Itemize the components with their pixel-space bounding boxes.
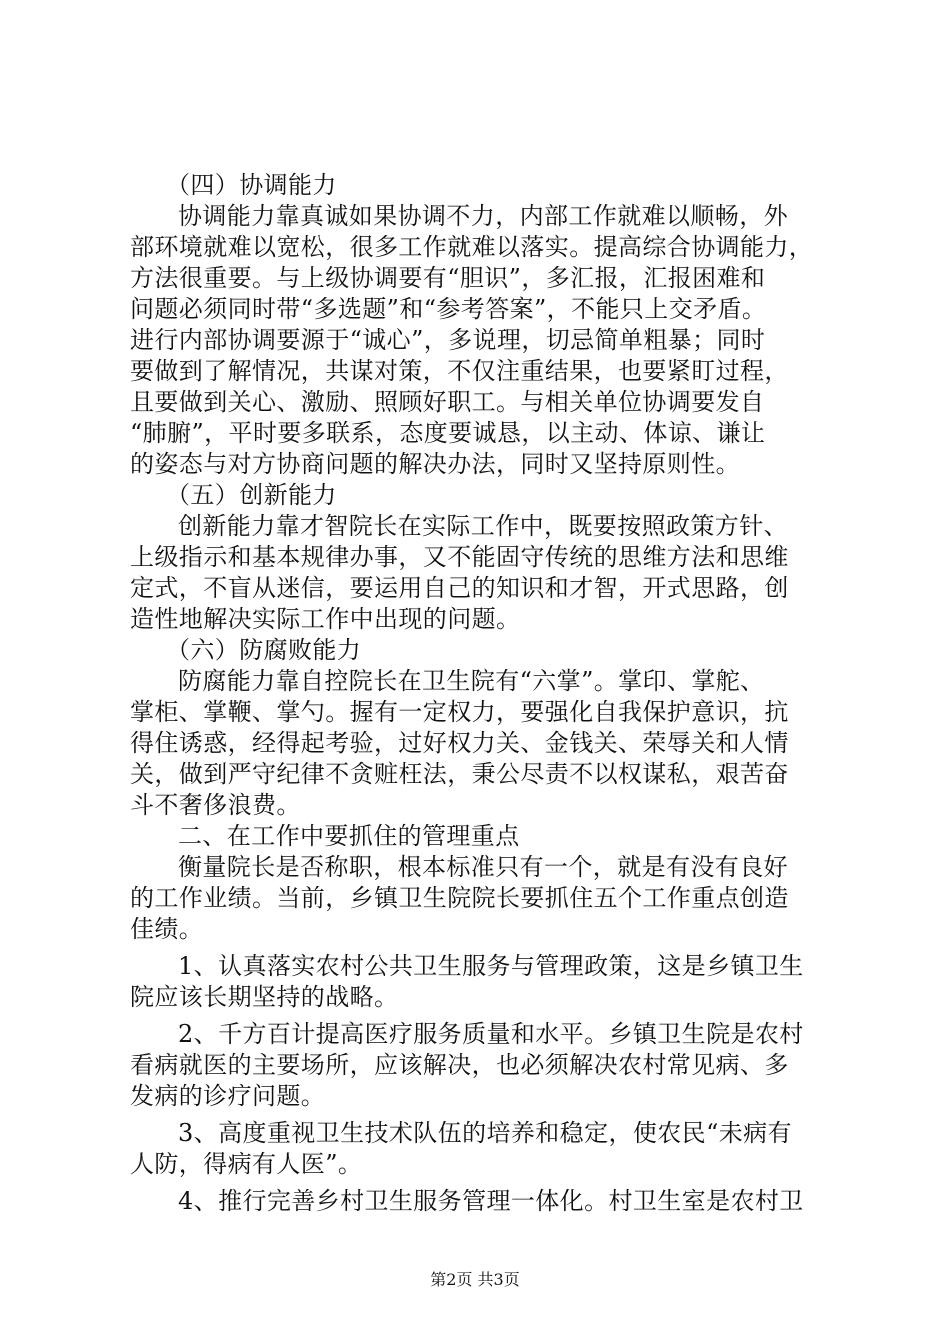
text-line: 佳绩。 bbox=[130, 915, 204, 943]
text-line: “肺腑”，平时要多联系，态度要诚恳，以主动、体谅、谦让 bbox=[130, 419, 766, 447]
text-line: 方法很重要。与上级协调要有“胆识”，多汇报，汇报困难和 bbox=[130, 264, 766, 292]
text-line: 3、高度重视卫生技术队伍的培养和稳定，使农民“未病有 bbox=[178, 1119, 792, 1147]
text-line: 问题必须同时带“多选题”和“参考答案”，不能只上交矛盾。 bbox=[130, 295, 767, 323]
page-footer: 第2页 共3页 bbox=[430, 1270, 520, 1289]
text-line: 二、在工作中要抓住的管理重点 bbox=[178, 822, 520, 850]
text-line: 人防，得病有人医”。 bbox=[130, 1150, 363, 1178]
text-line: 发病的诊疗问题。 bbox=[130, 1082, 326, 1110]
text-line: 关，做到严守纪律不贪赃枉法，秉公尽责不以权谋私，艰苦奋 bbox=[130, 760, 789, 788]
text-line: 院应该长期坚持的战略。 bbox=[130, 983, 399, 1011]
text-line: 看病就医的主要场所，应该解决，也必须解决农村常见病、多 bbox=[130, 1051, 789, 1079]
section-heading: （六）防腐败能力 bbox=[166, 636, 362, 664]
text-line: 创新能力靠才智院长在实际工作中，既要按照政策方针、 bbox=[178, 512, 788, 540]
text-line: 定式，不盲从迷信，要运用自己的知识和才智，开式思路，创 bbox=[130, 574, 789, 602]
text-line: 上级指示和基本规律办事，又不能固守传统的思维方法和思维 bbox=[130, 543, 789, 571]
text-line: 协调能力靠真诚如果协调不力，内部工作就难以顺畅，外 bbox=[178, 202, 788, 230]
text-line: 部环境就难以宽松，很多工作就难以落实。提高综合协调能力， bbox=[130, 233, 814, 261]
text-line: 且要做到关心、激励、照顾好职工。与相关单位协调要发自 bbox=[130, 388, 765, 416]
text-line: 防腐能力靠自控院长在卫生院有“六掌”。掌印、掌舵、 bbox=[178, 667, 765, 695]
text-line: 掌柜、掌鞭、掌勺。握有一定权力，要强化自我保护意识，抗 bbox=[130, 698, 789, 726]
text-line: 的工作业绩。当前，乡镇卫生院院长要抓住五个工作重点创造 bbox=[130, 884, 789, 912]
text-line: 2、千方百计提高医疗服务质量和水平。乡镇卫生院是农村 bbox=[178, 1020, 804, 1048]
text-line: 得住诱惑，经得起考验，过好权力关、金钱关、荣辱关和人情 bbox=[130, 729, 789, 757]
text-line: 斗不奢侈浪费。 bbox=[130, 791, 301, 819]
section-heading: （五）创新能力 bbox=[166, 481, 337, 509]
text-line: 造性地解决实际工作中出现的问题。 bbox=[130, 605, 521, 633]
text-line: 4、推行完善乡村卫生服务管理一体化。村卫生室是农村卫 bbox=[178, 1187, 804, 1215]
section-heading: （四）协调能力 bbox=[166, 171, 337, 199]
text-line: 要做到了解情况，共谋对策，不仅注重结果，也要紧盯过程， bbox=[130, 357, 789, 385]
text-line: 1、认真落实农村公共卫生服务与管理政策，这是乡镇卫生 bbox=[178, 952, 804, 980]
text-line: 进行内部协调要源于“诚心”，多说理，切忌简单粗暴；同时 bbox=[130, 326, 766, 354]
text-line: 衡量院长是否称职，根本标准只有一个，就是有没有良好 bbox=[178, 853, 788, 881]
text-line: 的姿态与对方协商问题的解决办法，同时又坚持原则性。 bbox=[130, 450, 740, 478]
document-body bbox=[130, 170, 826, 1217]
